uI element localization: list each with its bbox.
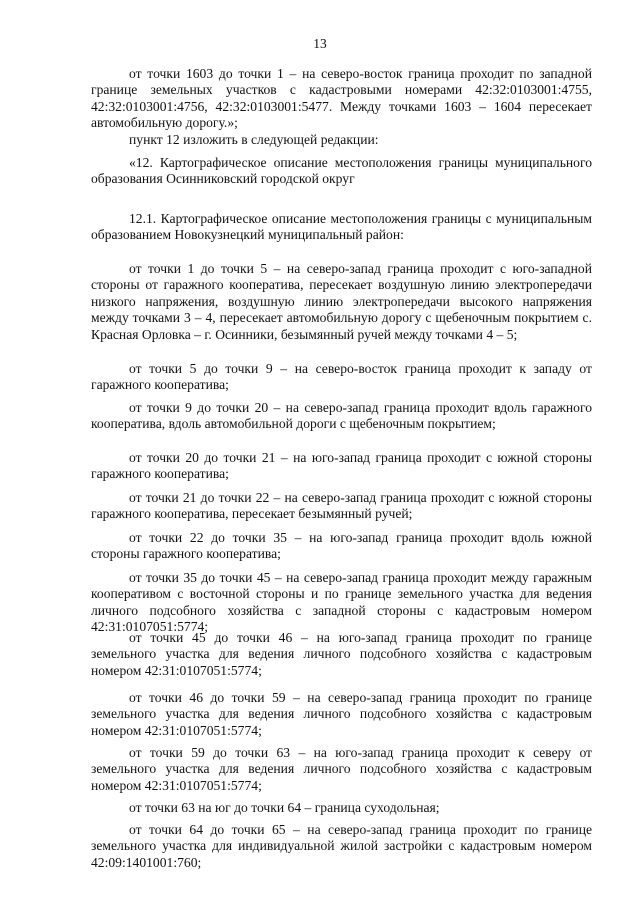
paragraph-points-5-9: от точки 5 до точки 9 – на северо-восток граница проходит к западу от гаражного кооператива; — [91, 361, 592, 393]
paragraph-clause-12-intro: пункт 12 изложить в следующей редакции: — [129, 132, 379, 147]
paragraph-points-59-63: от точки 59 до точки 63 – на юго-запад граница проходит к северу от земельного участка для ведения личного подсобного хозяйства с кадастровым номером 42:31:0107051:5774; — [91, 745, 592, 793]
paragraph-points-46-59: от точки 46 до точки 59 – на северо-запад граница проходит по границе земельного участка для ведения личного подсобного хозяйства с кадастровым номером 42:31:0107051:5774; — [91, 690, 592, 738]
paragraph-section-12-heading: «12. Картографическое описание местоположения границы муниципального образования Осинниковский городской округ — [91, 155, 592, 187]
paragraph-points-45-46: от точки 45 до точки 46 – на юго-запад граница проходит по границе земельного участка для ведения личного подсобного хозяйства с кадастровым номером 42:31:0107051:5774; — [91, 630, 592, 678]
paragraph-points-20-21: от точки 20 до точки 21 – на юго-запад граница проходит с южной стороны гаражного кооператива; — [91, 450, 592, 482]
paragraph-points-63-64: от точки 63 на юг до точки 64 – граница суходольная; — [129, 800, 440, 815]
page-number: 13 — [313, 36, 327, 51]
paragraph-points-35-45: от точки 35 до точки 45 – на северо-запад граница проходит между гаражным кооперативом с восточной стороны и по границе земельного участка для ведения личного подсобного хозяйства с западной стороны с кадастровым номером 42:31:0107051:5774; — [91, 570, 592, 635]
paragraph-points-22-35: от точки 22 до точки 35 – на юго-запад граница проходит вдоль южной стороны гаражного кооператива; — [91, 530, 592, 562]
paragraph-points-64-65: от точки 64 до точки 65 – на северо-запад граница проходит по границе земельного участка для индивидуальной жилой застройки с кадастровым номером 42:09:1401001:760; — [91, 822, 592, 870]
paragraph-section-12-1-heading: 12.1. Картографическое описание местоположения границы с муниципальным образованием Новокузнецкий муниципальный район: — [91, 211, 592, 243]
paragraph-point-1603: от точки 1603 до точки 1 – на северо-восток граница проходит по западной границе земельных участков с кадастровыми номерами 42:32:0103001:4755, 42:32:0103001:4756, 42:32:0103001:5477. Между точками 1603 – 1604 пересекает автомобильную дорогу.»; — [91, 66, 592, 131]
paragraph-points-9-20: от точки 9 до точки 20 – на северо-запад граница проходит вдоль гаражного кооператива, вдоль автомобильной дороги с щебеночным покрытием; — [91, 400, 592, 432]
paragraph-points-1-5: от точки 1 до точки 5 – на северо-запад граница проходит с юго-западной стороны от гаражного кооператива, пересекает воздушную линию электропередачи низкого напряжения, воздушную линию электропередачи высокого напряжения между точками 3 – 4, пересекает автомобильную дорогу с щебеночным покрытием с. Красная Орловка – г. Осинники, безымянный ручей между точками 4 – 5; — [91, 261, 592, 342]
paragraph-points-21-22: от точки 21 до точки 22 – на северо-запад граница проходит с южной стороны гаражного кооператива, пересекает безымянный ручей; — [91, 490, 592, 522]
